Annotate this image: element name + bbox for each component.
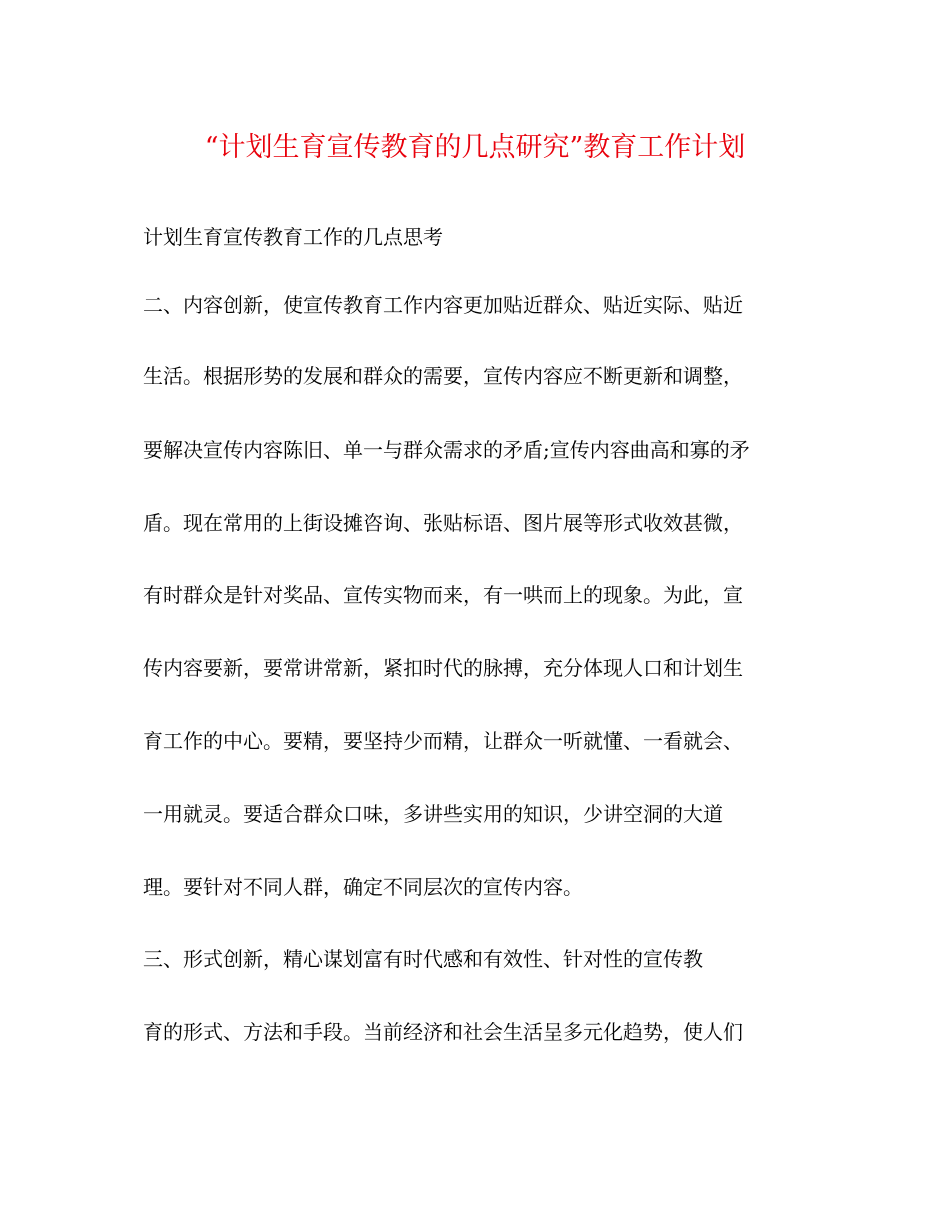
body-line: 育工作的中心。要精，要坚持少而精，让群众一听就懂、一看就会、: [143, 729, 743, 753]
body-line: 三、形式创新，精心谋划富有时代感和有效性、针对性的宣传教: [143, 947, 703, 971]
document-title: “计划生育宣传教育的几点研究”教育工作计划: [204, 132, 746, 163]
body-line: 有时群众是针对奖品、宣传实物而来，有一哄而上的现象。为此，宣: [143, 583, 743, 607]
body-line: 二、内容创新，使宣传教育工作内容更加贴近群众、贴近实际、贴近: [143, 293, 743, 317]
body-line: 生活。根据形势的发展和群众的需要，宣传内容应不断更新和调整，: [143, 364, 743, 388]
body-line: 盾。现在常用的上街设摊咨询、张贴标语、图片展等形式收效甚微，: [143, 511, 743, 535]
body-line: 一用就灵。要适合群众口味，多讲些实用的知识，少讲空洞的大道: [143, 802, 723, 826]
body-line: 育的形式、方法和手段。当前经济和社会生活呈多元化趋势，使人们: [143, 1020, 743, 1044]
body-line: 理。要针对不同人群，确定不同层次的宣传内容。: [143, 875, 583, 899]
body-line: 要解决宣传内容陈旧、单一与群众需求的矛盾;宣传内容曲高和寡的矛: [143, 438, 750, 462]
subtitle-line: 计划生育宣传教育工作的几点思考: [143, 225, 443, 249]
body-line: 传内容要新，要常讲常新，紧扣时代的脉搏，充分体现人口和计划生: [143, 656, 743, 680]
